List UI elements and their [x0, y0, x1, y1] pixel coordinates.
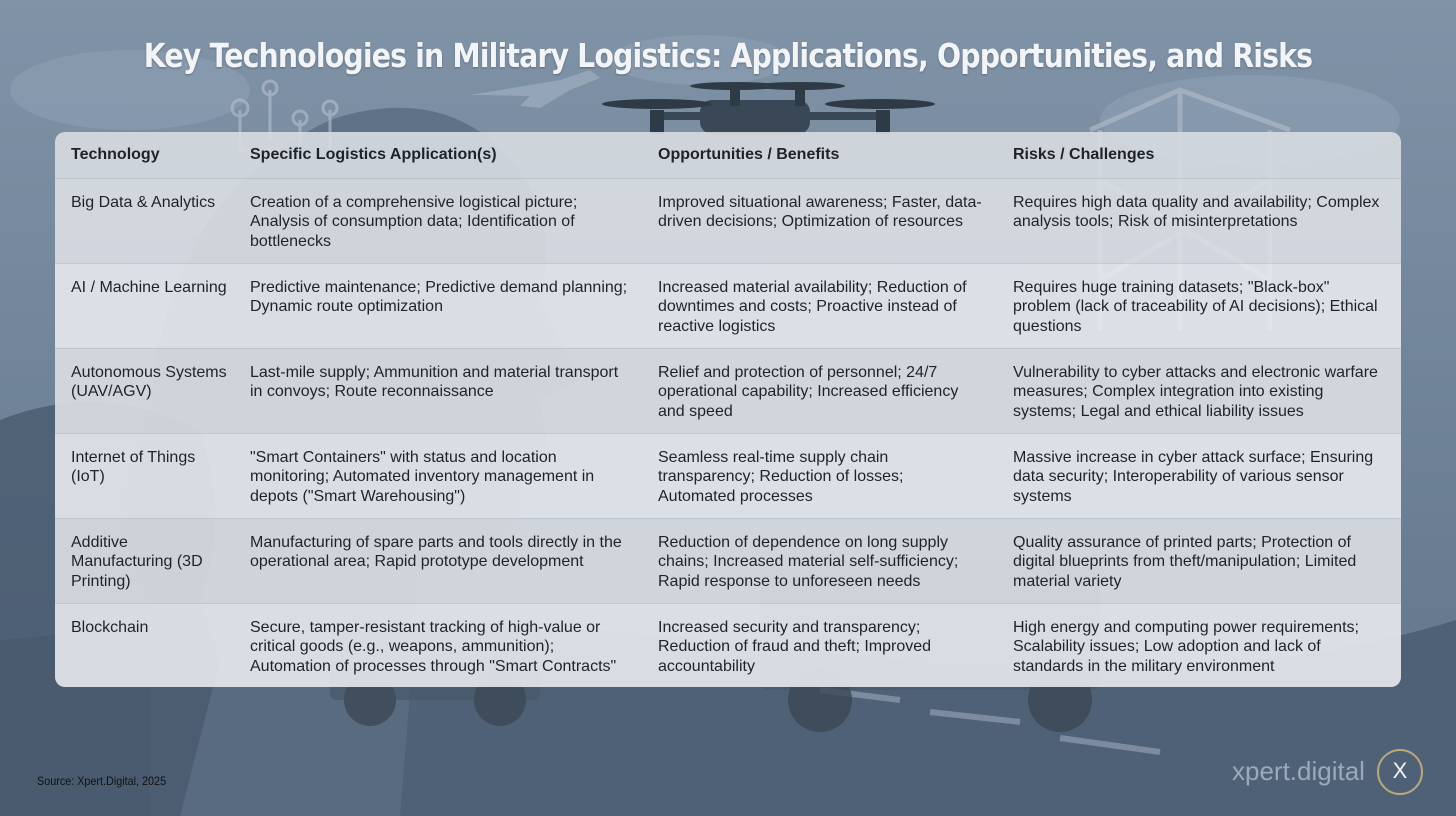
- cell-applications: "Smart Containers" with status and location monitoring; Automated inventory management in depots ("Smart Warehousing"): [250, 448, 595, 505]
- header-opportunities: Opportunities / Benefits: [658, 146, 840, 163]
- table-row: [55, 348, 1401, 433]
- cell-technology: Autonomous Systems (UAV/AGV): [71, 363, 227, 400]
- brand-logo-mark: X: [1392, 758, 1408, 783]
- table-row: [55, 433, 1401, 518]
- cell-risks: Requires high data quality and availability; Complex analysis tools; Risk of misinterpretations: [1013, 193, 1380, 230]
- table-row: [55, 518, 1401, 603]
- cell-technology: Additive Manufacturing (3D Printing): [71, 533, 203, 590]
- cell-opportunities: Increased security and transparency; Reduction of fraud and theft; Improved accountability: [658, 618, 932, 675]
- cell-risks: Quality assurance of printed parts; Protection of digital blueprints from theft/manipulation; Limited material variety: [1013, 533, 1357, 590]
- table-row: [55, 178, 1401, 263]
- brand-logo-text: xpert.digital: [1232, 756, 1365, 786]
- brand-logo-icon: [1377, 750, 1423, 796]
- cell-applications: Secure, tamper-resistant tracking of high-value or critical goods (e.g., weapons, ammunition); Automation of processes through "Smart Contracts": [250, 618, 617, 675]
- cell-risks: Requires huge training datasets; "Black-box" problem (lack of traceability of AI decisions); Ethical questions: [1013, 278, 1378, 335]
- cell-opportunities: Reduction of dependence on long supply chains; Increased material self-sufficiency; Rapid response to unforeseen needs: [658, 533, 959, 590]
- cell-technology: Big Data & Analytics: [71, 193, 216, 211]
- page-title: Key Technologies in Military Logistics: Applications, Opportunities, and Risks: [143, 36, 1313, 75]
- cell-opportunities: Improved situational awareness; Faster, data-driven decisions; Optimization of resources: [658, 193, 982, 230]
- header-risks: Risks / Challenges: [1013, 146, 1155, 163]
- header-technology: Technology: [71, 146, 160, 163]
- table-row: [55, 263, 1401, 348]
- cell-risks: Vulnerability to cyber attacks and electronic warfare measures; Complex integration into existing systems; Legal and ethical liability issues: [1013, 363, 1378, 420]
- cell-opportunities: Relief and protection of personnel; 24/7 operational capability; Increased efficiency and speed: [658, 363, 959, 420]
- cell-applications: Manufacturing of spare parts and tools directly in the operational area; Rapid prototype development: [250, 533, 622, 570]
- cell-opportunities: Increased material availability; Reduction of downtimes and costs; Proactive instead of reactive logistics: [658, 278, 967, 335]
- cell-technology: Internet of Things (IoT): [71, 448, 196, 485]
- cell-risks: Massive increase in cyber attack surface; Ensuring data security; Interoperability of various sensor systems: [1013, 448, 1374, 505]
- cell-technology: Blockchain: [71, 618, 149, 636]
- cell-technology: AI / Machine Learning: [71, 278, 227, 296]
- cell-opportunities: Seamless real-time supply chain transparency; Reduction of losses; Automated processes: [658, 448, 904, 505]
- cell-applications: Predictive maintenance; Predictive demand planning; Dynamic route optimization: [250, 278, 628, 315]
- table-row: [55, 603, 1401, 687]
- cell-applications: Creation of a comprehensive logistical picture; Analysis of consumption data; Identification of bottlenecks: [250, 193, 578, 250]
- technology-table: [55, 132, 1401, 687]
- source-note: Source: Xpert.Digital, 2025: [37, 774, 167, 788]
- cell-risks: High energy and computing power requirements; Scalability issues; Low adoption and lack of standards in the military environment: [1013, 618, 1359, 675]
- table-header-row: [55, 132, 1401, 178]
- cell-applications: Last-mile supply; Ammunition and material transport in convoys; Route reconnaissance: [250, 363, 619, 400]
- header-applications: Specific Logistics Application(s): [250, 146, 497, 163]
